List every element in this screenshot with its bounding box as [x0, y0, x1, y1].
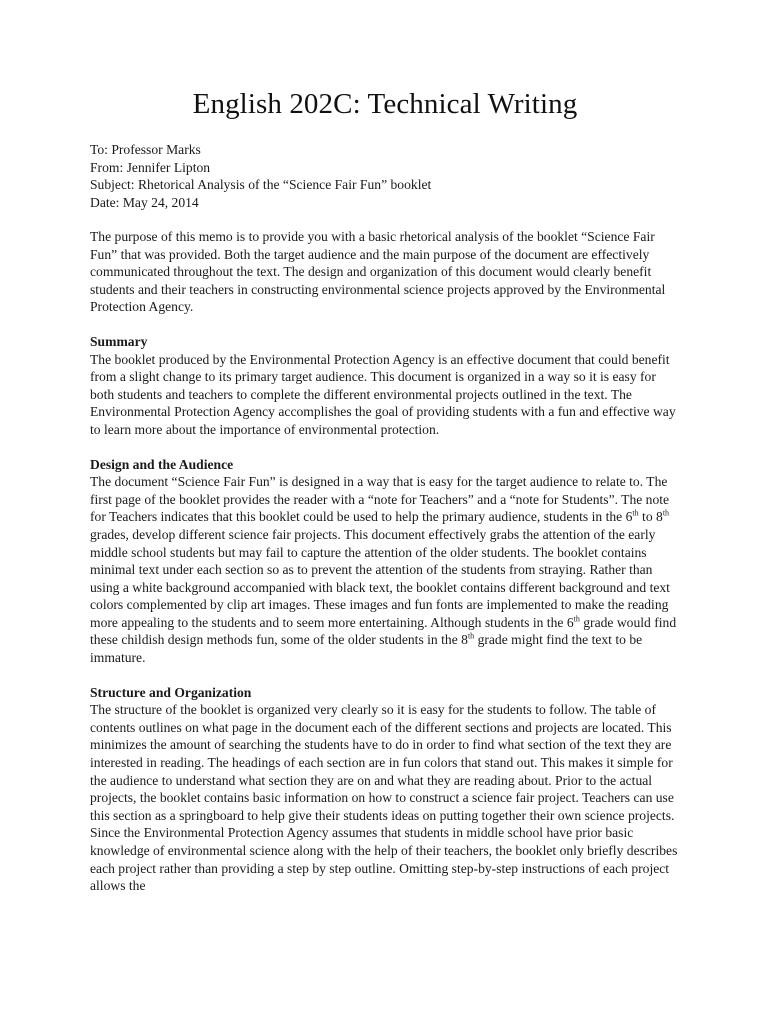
memo-from: From: Jennifer Lipton — [90, 159, 211, 175]
memo-header — [90, 141, 680, 211]
memo-subject: Subject: Rhetorical Analysis of the “Science Fair Fun” booklet — [90, 177, 432, 192]
document-page — [90, 88, 680, 895]
structure-section — [90, 684, 680, 895]
design-paragraph — [90, 473, 680, 667]
summary-heading: Summary — [90, 333, 148, 349]
ordinal-suffix: th — [467, 631, 475, 641]
structure-heading: Structure and Organization — [90, 684, 252, 700]
page-title: English 202C: Technical Writing — [192, 88, 578, 120]
summary-section — [90, 333, 680, 439]
memo-date: Date: May 24, 2014 — [90, 194, 199, 210]
ordinal-suffix: th — [662, 508, 670, 518]
ordinal-suffix: th — [573, 614, 580, 624]
design-text-3: grades, develop different science fair projects. This document effectively grabs the attention of the early middle school students but may fail to capture the attention of the older students. The booklet contains minimal text under each section so as to prevent the attention of the students from straying. Rather than using a white background accompanied with black text, the booklet contains different background and text colors complemented by clip art images. These images and fun fonts are implemented to make the reading more appealing to the students and to seem more entertaining. Although students in the 6 — [90, 526, 670, 630]
design-heading: Design and the Audience — [90, 456, 234, 472]
design-text-5: grade might find the text to be immature. — [90, 632, 643, 666]
design-text-1: The document “Science Fair Fun” is designed in a way that is easy for the target audience to relate to. The first page of the booklet provides the reader with a “note for Teachers” and a “note for Students”. The note for Teachers indicates that this booklet could be used to help the primary audience, students in the 6 — [90, 474, 670, 525]
design-section — [90, 456, 680, 667]
ordinal-suffix: th — [632, 508, 639, 518]
design-text-4: grade would find these childish design methods fun, some of the older students in the 8 — [90, 614, 677, 648]
design-text-2: to 8 — [638, 509, 663, 525]
summary-paragraph: The booklet produced by the Environmental Protection Agency is an effective document that could benefit from a slight change to its primary target audience. This document is organized in a way so it is easy for both students and teachers to complete the different environmental projects outlined in the text. The Environmental Protection Agency accomplishes the goal of providing students with a fun and effective way to learn more about the importance of environmental protection. — [90, 351, 676, 437]
structure-paragraph: The structure of the booklet is organized very clearly so it is easy for the students to follow. The table of contents outlines on what page in the document each of the different sections and projects are located. This minimizes the amount of searching the students have to do in order to find what section of the text they are interested in reading. The headings of each section are in fun colors that stand out. This makes it simple for the audience to understand what section they are on and what they are reading about. Prior to the actual projects, the booklet contains basic information on how to construct a science fair project. Teachers can use this section as a springboard to help give their students ideas on putting together their own science projects. Since the Environmental Protection Agency assumes that students in middle school have prior basic knowledge of environmental science along with the help of their teachers, the booklet only briefly describes each project rather than providing a step by step outline. Omitting step-by-step instructions of each project allows the — [90, 702, 678, 894]
memo-to: To: Professor Marks — [90, 142, 201, 157]
intro-paragraph: The purpose of this memo is to provide you with a basic rhetorical analysis of the booklet “Science Fair Fun” that was provided. Both the target audience and the main purpose of the document are effectively communicated throughout the text. The design and organization of this document would clearly benefit students and their teachers in constructing environmental science projects approved by the Environmental Protection Agency. — [90, 229, 666, 315]
